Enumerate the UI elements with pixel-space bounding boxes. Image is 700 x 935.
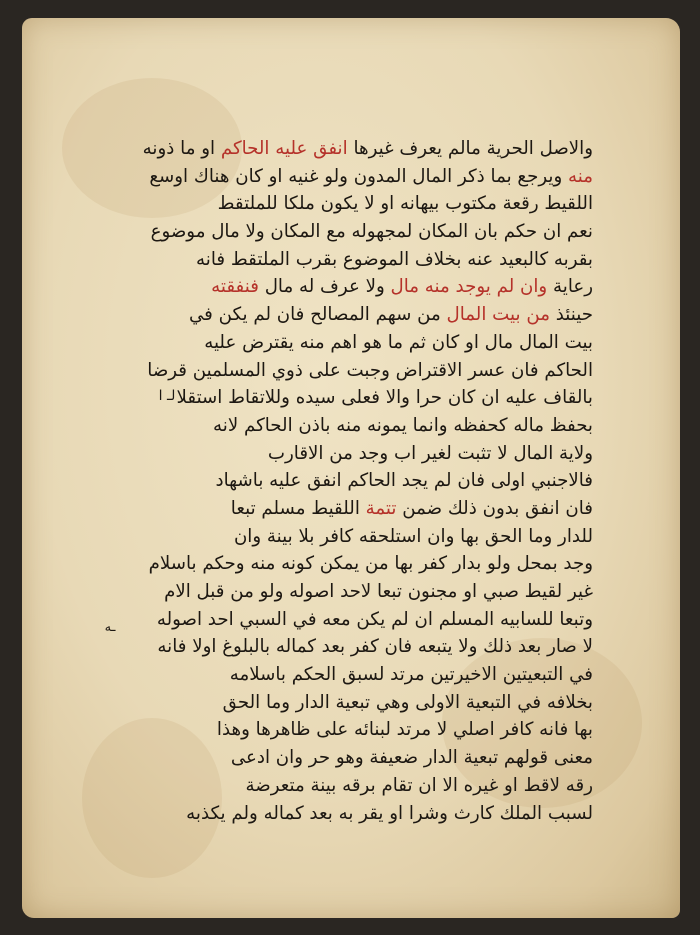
text-line	[125, 661, 593, 689]
text-line	[125, 689, 593, 717]
rubric-text: تتمة	[365, 497, 397, 519]
body-text: للدار وما الحق بها وان استلحقه كافر بلا بينة وان	[233, 525, 593, 547]
text-line	[125, 412, 593, 440]
text-line	[125, 523, 593, 551]
body-text: رعاية	[547, 276, 593, 298]
margin-note: ـه	[104, 620, 116, 635]
body-text: في التبعيتين الاخيرتين مرتد لسبق الحكم باسلامه	[229, 664, 593, 686]
margin-note: لـ ا	[158, 388, 176, 404]
body-text: ويرجع بما ذكر المال المدون ولو غنيه او كان هناك اوسع	[149, 165, 569, 187]
body-text: بخلافه في التبعية الاولى وهي تبعية الدار وما الحق	[222, 691, 593, 713]
rubric-text: انفق عليه الحاكم	[220, 138, 348, 159]
body-text: وجد بمحل ولو بدار كفر بها من يمكن كونه منه وحكم باسلام	[148, 553, 593, 575]
body-text: معنى قولهم تبعية الدار ضعيفة وهو حر وان ادعى	[230, 747, 593, 769]
body-text: نعم ان حكم بان المكان لمجهوله مع المكان ولا مال موضوع	[150, 221, 593, 243]
body-text: والاصل الحرية مالم يعرف غيرها	[347, 138, 593, 159]
body-text: حينئذ	[549, 304, 593, 326]
manuscript-text	[125, 135, 593, 827]
text-line	[125, 772, 593, 800]
body-text: بيت المال مال او كان ثم ما هو اهم منه يقترض عليه	[204, 331, 593, 353]
body-text: بها فانه كافر اصلي لا مرتد لبنائه على ظاهرها وهذا	[216, 719, 593, 741]
body-text: ولاية المال لا تثبت لغير اب وجد من الاقارب	[267, 442, 593, 464]
text-line	[125, 384, 593, 412]
text-line	[125, 329, 593, 357]
rubric-text: فنفقته	[211, 276, 259, 298]
text-line	[125, 716, 593, 744]
text-line	[125, 163, 593, 191]
body-text: اللقيط مسلم تبعا	[230, 497, 366, 519]
body-text: الحاكم فان عسر الاقتراض وجبت على ذوي المسلمين قرضا	[147, 359, 593, 381]
text-line	[125, 135, 593, 163]
text-line	[125, 218, 593, 246]
text-line	[125, 190, 593, 218]
body-text: اللقيط رقعة مكتوب بيهانه او لا يكون ملكا للملتقط	[217, 193, 593, 215]
text-line	[125, 273, 593, 301]
rubric-text: وان لم يوجد منه مال	[390, 276, 548, 298]
text-line	[125, 800, 593, 828]
body-text: بقربه كالبعيد عنه بخلاف الموضوع بقرب الملتقط فانه	[196, 248, 593, 270]
body-text: فان انفق بدون ذلك ضمن	[396, 497, 593, 519]
body-text: ولا عرف له مال	[258, 276, 391, 298]
body-text: وتبعا للسابيه المسلم ان لم يكن معه في السبي احد اصوله	[156, 608, 593, 630]
body-text: بحفظ ماله كحفظه وانما يمونه منه باذن الحاكم لانه	[213, 414, 593, 436]
text-line	[125, 744, 593, 772]
text-line	[125, 606, 593, 634]
text-line	[125, 357, 593, 385]
rubric-text: منه	[568, 165, 593, 187]
text-line	[125, 633, 593, 661]
text-line	[125, 246, 593, 274]
text-line	[125, 440, 593, 468]
text-line	[125, 495, 593, 523]
text-line	[125, 467, 593, 495]
text-line	[125, 301, 593, 329]
body-text: لسبب الملك كارث وشرا او يقر به بعد كماله ولم يكذبه	[186, 802, 593, 824]
text-line	[125, 578, 593, 606]
text-line	[125, 550, 593, 578]
body-text: من سهم المصالح فان لم يكن في	[188, 304, 447, 326]
body-text: لا صار بعد ذلك ولا يتبعه فان كفر بعد كماله بالبلوغ اولا فانه	[157, 636, 593, 658]
body-text: غير لقيط صبي او مجنون تبعا لاحد اصوله ولو من قبل الام	[164, 581, 593, 602]
body-text: فالاجنبي اولى فان لم يجد الحاكم انفق عليه باشهاد	[215, 470, 593, 492]
rubric-text: من بيت المال	[446, 304, 550, 326]
body-text: او ما ذونه	[142, 138, 221, 159]
body-text: رقه لاقط او غيره الا ان تقام برقه بينة متعرضة	[245, 774, 593, 796]
body-text: بالقاف عليه ان كان حرا والا فعلى سيده وللاتقاط استقلا	[176, 387, 593, 409]
